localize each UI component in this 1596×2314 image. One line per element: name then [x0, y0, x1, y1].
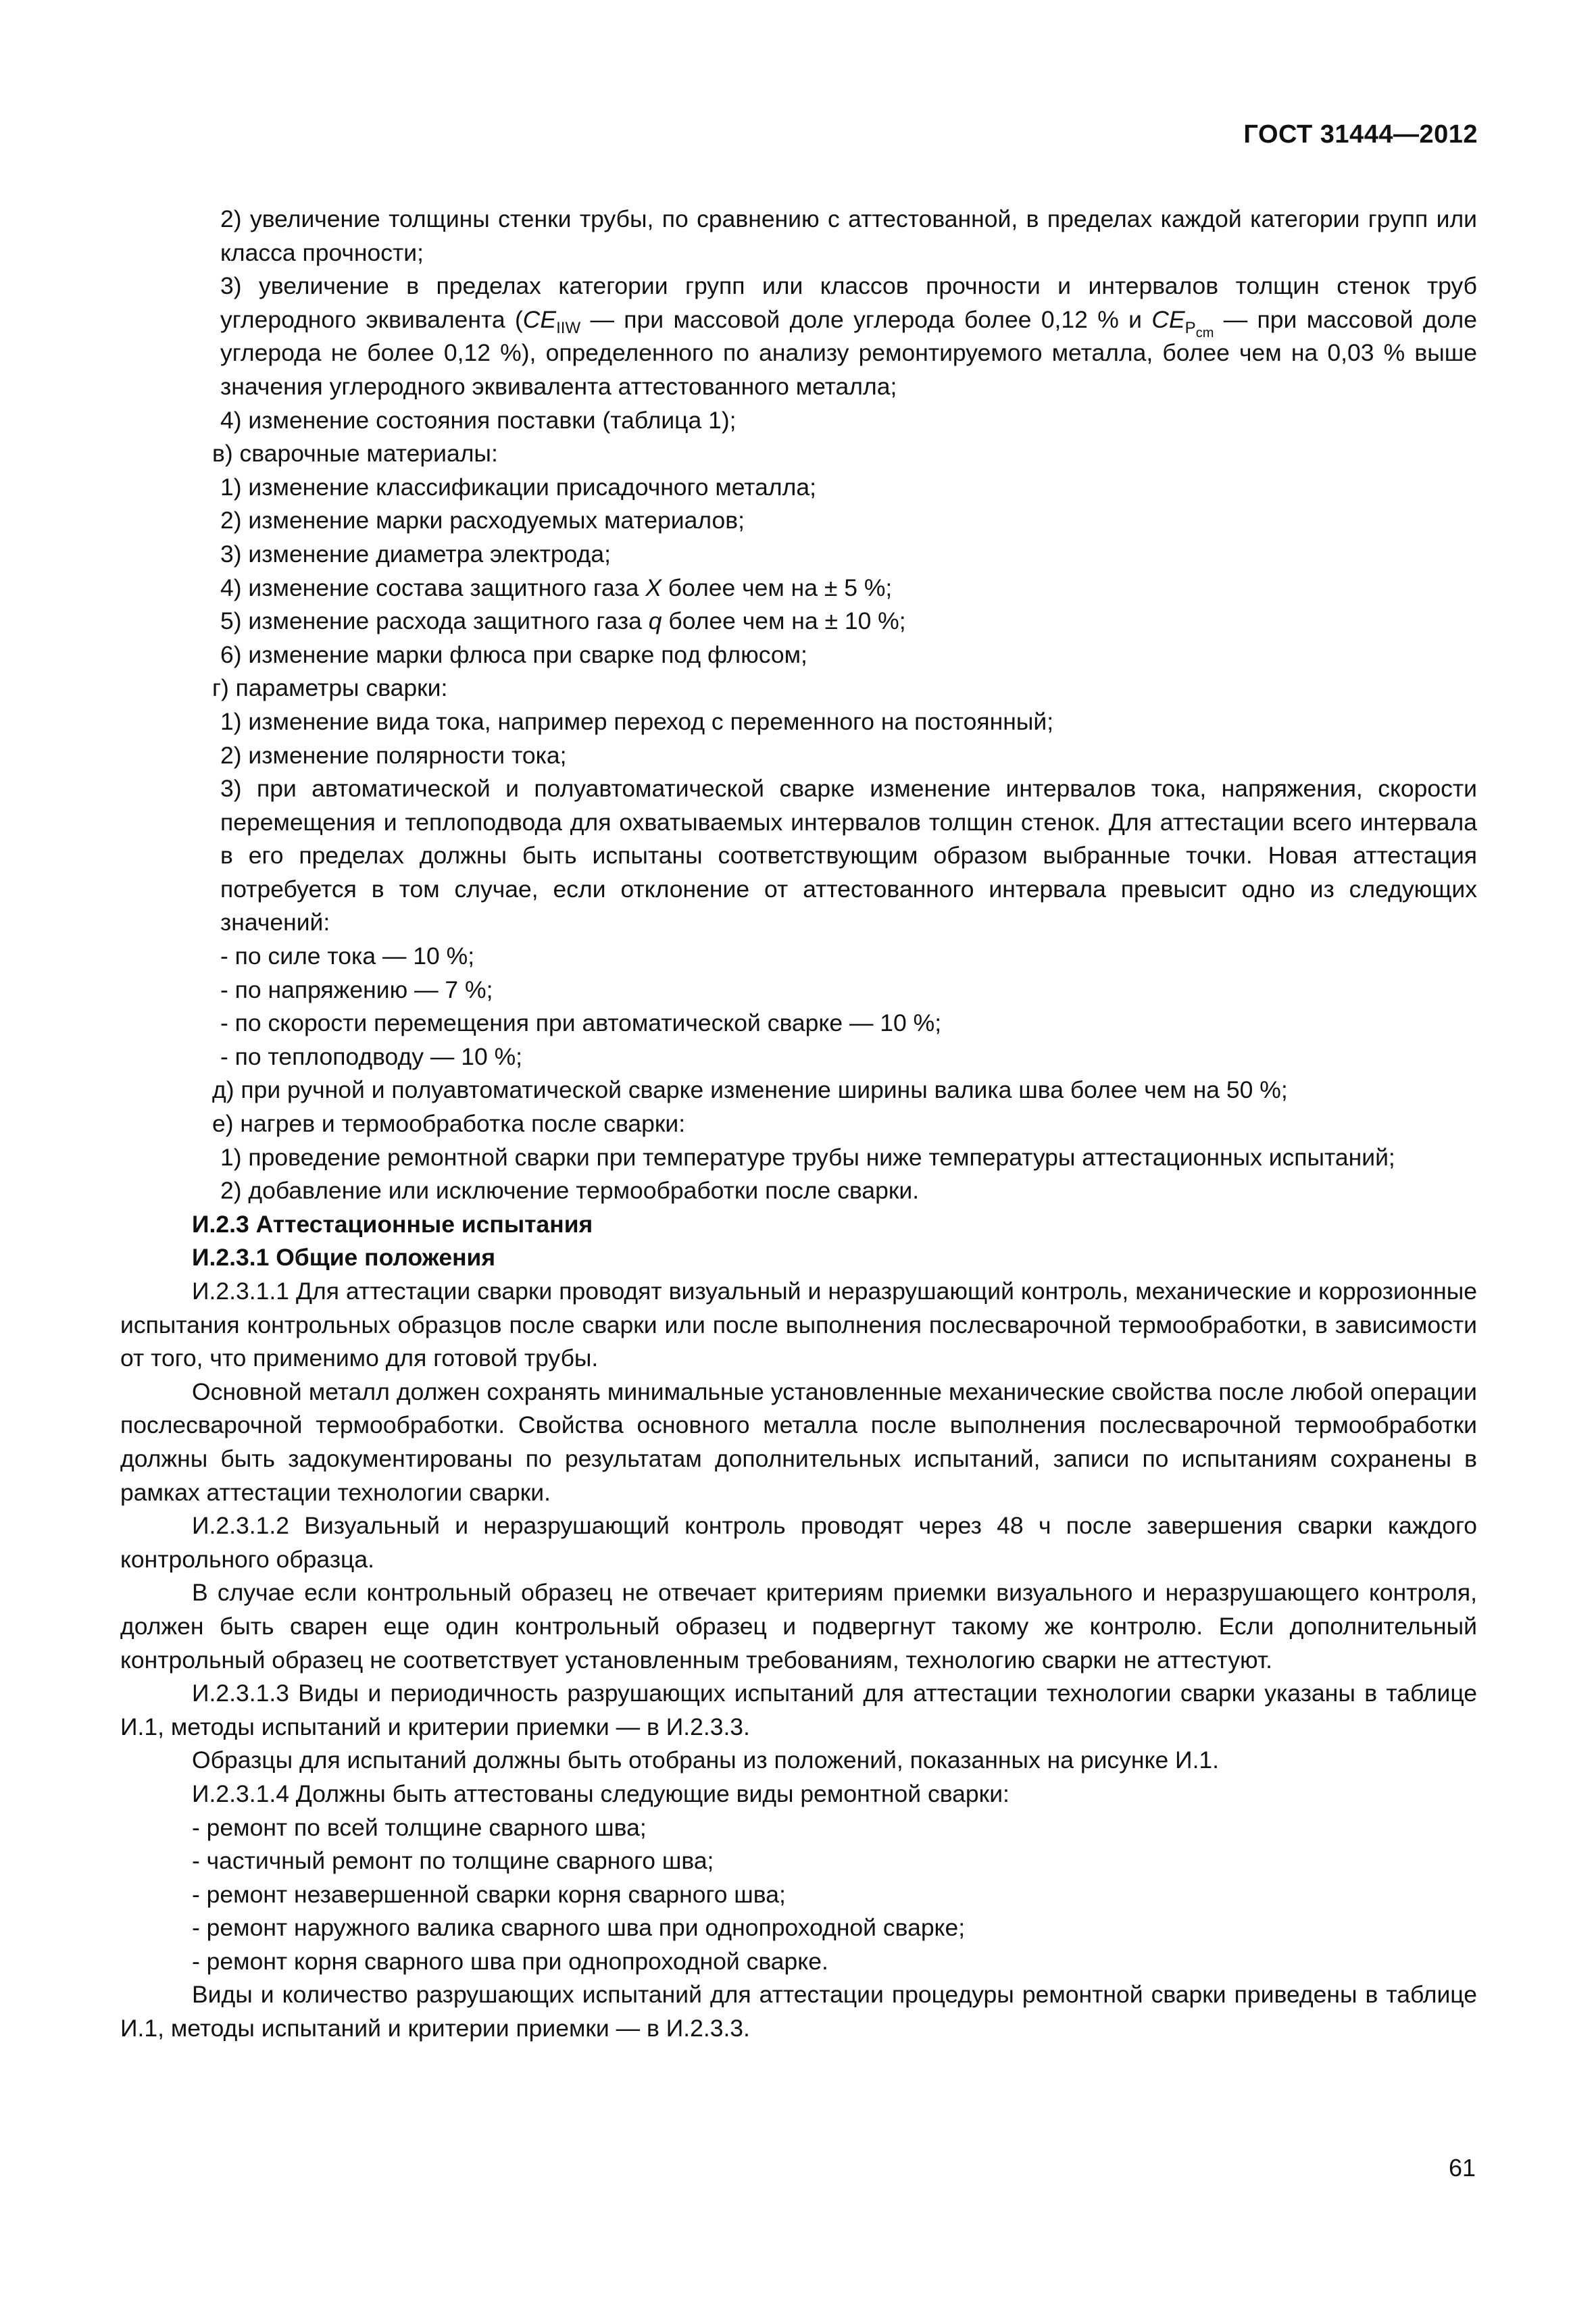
- paragraph: И.2.3.1.2 Визуальный и неразрушающий контроль проводят через 48 ч после завершения сварки каждого контрольного образца.: [120, 1512, 1477, 1573]
- list-item: 2) изменение марки расходуемых материалов;: [220, 507, 745, 534]
- document-body: [120, 203, 1477, 2046]
- page-number: 61: [1448, 2154, 1476, 2182]
- formula-subscript: [1184, 318, 1214, 341]
- list-item: - ремонт по всей толщине сварного шва;: [192, 1813, 647, 1841]
- list-heading: е) нагрев и термообработка после сварки:: [212, 1110, 686, 1138]
- paragraph: И.2.3.1.4 Должны быть аттестованы следующие виды ремонтной сварки:: [192, 1780, 1009, 1807]
- text-run: — при массовой доле углерода более 0,12 % и: [580, 305, 1152, 333]
- text-run: — при массовой доле углерода не более 0,12 %), определенного по анализу ремонтируемого металла, более чем на 0,03 % выше значения углеродного эквивалента аттестованного металла;: [220, 305, 1477, 400]
- list-item: 3) при автоматической и полуавтоматической сварке изменение интервалов тока, напряжения, скорости перемещения и теплоподвода для охватываемых интервалов толщин стенок. Для аттестации всего интервала в его пределах должны быть испытаны соответствующим образом выбранные точки. Новая аттестация потребуется в том случае, если отклонение от аттестованного интервала превысит одно из следующих значений:: [220, 775, 1477, 936]
- variable-x: X: [645, 574, 662, 601]
- variable-q: q: [648, 607, 662, 635]
- list-item: [120, 270, 1477, 403]
- list-item: - по скорости перемещения при автоматической сварке — 10 %;: [220, 1009, 942, 1037]
- text-run: 5) изменение расхода защитного газа: [220, 607, 649, 635]
- list-item: 2) увеличение толщины стенки трубы, по сравнению с аттестованной, в пределах каждой категории групп или класса прочности;: [220, 205, 1477, 266]
- list-item: 1) изменение классификации присадочного металла;: [220, 473, 816, 501]
- list-item: [120, 572, 1477, 605]
- list-heading: д) при ручной и полуавтоматической сварке изменение ширины валика шва более чем на 50 %;: [212, 1076, 1288, 1104]
- formula-subscript: IIW: [556, 318, 581, 337]
- formula-ce-pcm: CE: [1151, 305, 1185, 333]
- subsection-heading: И.2.3.1 Общие положения: [192, 1244, 496, 1272]
- formula-subscript-cm: cm: [1195, 325, 1214, 341]
- text-run: 3) увеличение в пределах категории групп или классов прочности и интервалов толщин стенок труб углеродного эквивалента (: [220, 272, 1477, 333]
- list-item: - ремонт корня сварного шва при однопроходной сварке.: [192, 1947, 828, 1975]
- list-item: 2) добавление или исключение термообработки после сварки.: [220, 1177, 920, 1205]
- list-heading: г) параметры сварки:: [212, 674, 448, 702]
- list-item: - по силе тока — 10 %;: [220, 942, 475, 970]
- paragraph: Образцы для испытаний должны быть отобраны из положений, показанных на рисунке И.1.: [192, 1746, 1220, 1774]
- list-heading: в) сварочные материалы:: [212, 440, 498, 468]
- paragraph: И.2.3.1.1 Для аттестации сварки проводят визуальный и неразрушающий контроль, механические и коррозионные испытания контрольных образцов после сварки или после выполнения послесварочной термообработки, в зависимости от того, что применимо для готовой трубы.: [120, 1278, 1477, 1372]
- document-code: ГОСТ 31444—2012: [1243, 120, 1478, 149]
- list-item: 1) изменение вида тока, например переход с переменного на постоянный;: [220, 707, 1054, 735]
- list-item: 1) проведение ремонтной сварки при температуре трубы ниже температуры аттестационных испытаний;: [220, 1143, 1395, 1171]
- list-item: [120, 605, 1477, 638]
- list-item: 3) изменение диаметра электрода;: [220, 540, 611, 568]
- formula-subscript-p: P: [1184, 318, 1196, 337]
- paragraph: И.2.3.1.3 Виды и периодичность разрушающих испытаний для аттестации технологии сварки указаны в таблице И.1, методы испытаний и критерии приемки — в И.2.3.3.: [120, 1680, 1477, 1740]
- list-item: - по напряжению — 7 %;: [220, 976, 493, 1003]
- text-run: более чем на ± 10 %;: [662, 607, 906, 635]
- text-run: более чем на ± 5 %;: [661, 574, 893, 601]
- list-item: - по теплоподводу — 10 %;: [220, 1042, 522, 1070]
- list-item: 6) изменение марки флюса при сварке под флюсом;: [220, 640, 807, 668]
- text-run: 4) изменение состава защитного газа: [220, 574, 646, 601]
- formula-ce-iiw: CE: [522, 305, 557, 333]
- list-item: - частичный ремонт по толщине сварного шва;: [192, 1847, 714, 1875]
- list-item: 2) изменение полярности тока;: [220, 741, 567, 769]
- list-item: - ремонт незавершенной сварки корня сварного шва;: [192, 1880, 786, 1908]
- list-item: 4) изменение состояния поставки (таблица 1);: [220, 406, 737, 434]
- paragraph: Виды и количество разрушающих испытаний для аттестации процедуры ремонтной сварки приведены в таблице И.1, методы испытаний и критерии приемки — в И.2.3.3.: [120, 1981, 1477, 2042]
- paragraph: Основной металл должен сохранять минимальные установленные механические свойства после любой операции послесварочной термообработки. Свойства основного металла после выполнения послесварочной термообработки должны быть задокументированы по результатам дополнительных испытаний, записи по испытаниям сохранены в рамках аттестации технологии сварки.: [120, 1378, 1477, 1506]
- section-heading: И.2.3 Аттестационные испытания: [192, 1210, 593, 1238]
- paragraph: В случае если контрольный образец не отвечает критериям приемки визуального и неразрушающего контроля, должен быть сварен еще один контрольный образец и подвергнут такому же контролю. Если дополнительный контрольный образец не соответствует установленным требованиям, технологию сварки не аттестуют.: [120, 1579, 1477, 1674]
- list-item: - ремонт наружного валика сварного шва при однопроходной сварке;: [192, 1914, 966, 1942]
